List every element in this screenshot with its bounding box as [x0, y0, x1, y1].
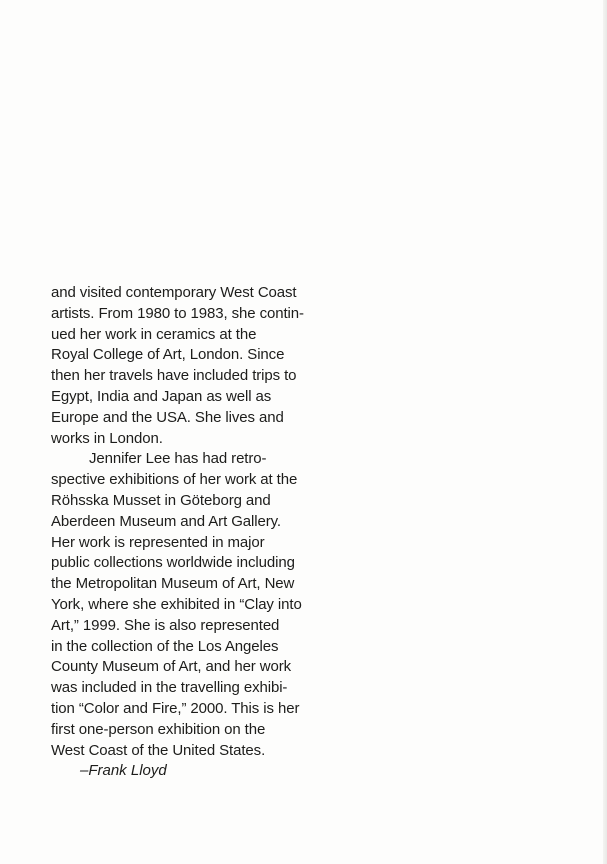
text-line: Jennifer Lee has had retro-: [89, 450, 267, 468]
text-line: tion “Color and Fire,” 2000. This is her: [51, 699, 300, 717]
text-line: Egypt, India and Japan as well as: [51, 387, 272, 405]
text-line: Europe and the USA. She lives and: [51, 408, 284, 426]
text-line: County Museum of Art, and her work: [51, 658, 292, 676]
paragraph-2: [51, 449, 321, 761]
text-line: spective exhibitions of her work at the: [51, 471, 298, 489]
text-line: first one-person exhibition on the: [51, 720, 266, 738]
essay-text-block: [51, 283, 321, 782]
text-line: Royal College of Art, London. Since: [51, 346, 285, 364]
text-line: and visited contemporary West Coast: [51, 284, 297, 301]
text-line: in the collection of the Los Angeles: [51, 637, 279, 655]
text-line: West Coast of the United States.: [51, 741, 266, 759]
text-line: public collections worldwide including: [51, 554, 295, 572]
text-line: Röhsska Musset in Göteborg and: [51, 491, 271, 509]
text-line: works in London.: [51, 429, 163, 447]
text-line: ued her work in ceramics at the: [51, 325, 257, 343]
text-line: then her travels have included trips to: [51, 367, 297, 385]
text-line: Aberdeen Museum and Art Gallery.: [51, 512, 281, 530]
page-edge-shadow: [603, 0, 607, 864]
paragraph-1: [51, 283, 321, 449]
author-signature: –Frank Lloyd: [80, 762, 167, 780]
text-line: the Metropolitan Museum of Art, New: [51, 575, 295, 593]
text-line: artists. From 1980 to 1983, she contin-: [51, 304, 304, 322]
text-line: Art,” 1999. She is also represented: [51, 616, 280, 634]
text-line: Her work is represented in major: [51, 533, 265, 551]
text-line: York, where she exhibited in “Clay into: [51, 595, 302, 613]
text-line: was included in the travelling exhibi-: [51, 679, 288, 697]
